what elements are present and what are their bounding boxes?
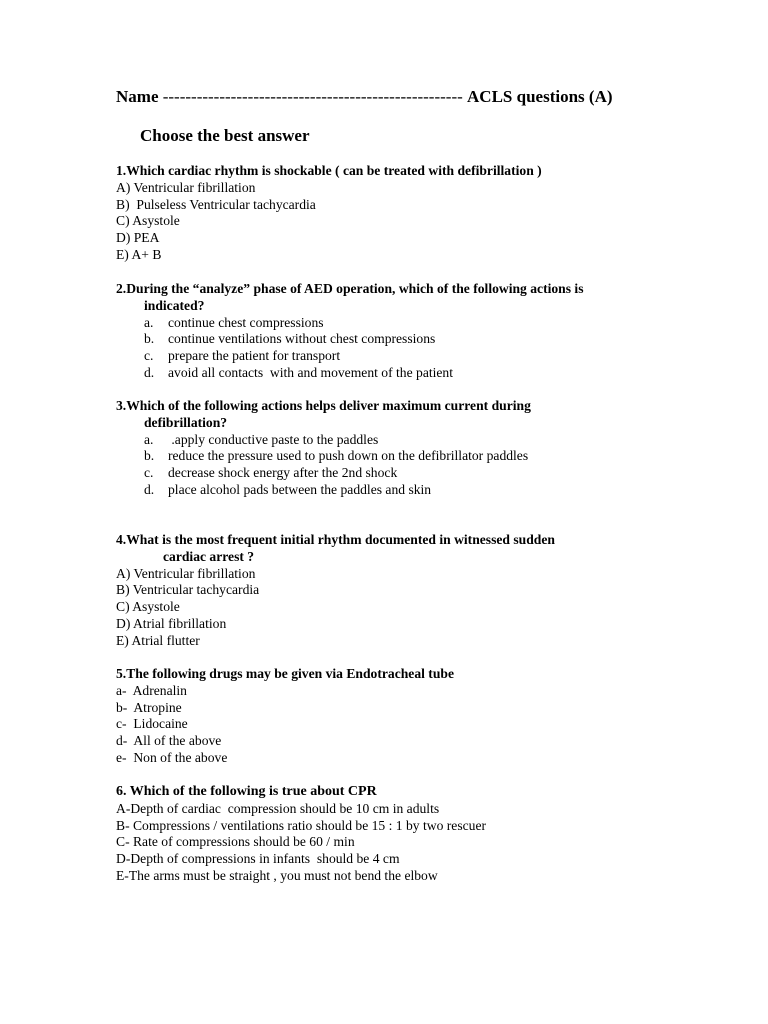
header-line [116, 87, 613, 107]
question-4-option-b: B) Ventricular tachycardia [116, 582, 260, 598]
question-4-option-e: E) Atrial flutter [116, 632, 200, 648]
question-5 [116, 666, 676, 767]
question-6-option-c: C- Rate of compressions should be 60 / min [116, 834, 355, 850]
question-2 [116, 281, 676, 382]
question-5-text: 5.The following drugs may be given via Endotracheal tube [116, 666, 454, 681]
question-3-text: 3.Which of the following actions helps deliver maximum current during [116, 398, 531, 413]
question-2-option-c [116, 348, 676, 365]
question-2-option-a [116, 315, 676, 332]
question-5-option-a: a- Adrenalin [116, 682, 187, 698]
question-6-text: 6. Which of the following is true about CPR [116, 784, 377, 799]
option-letter: c. [144, 465, 154, 481]
option-text: .apply conductive paste to the paddles [168, 431, 379, 447]
option-letter: a. [144, 314, 154, 330]
question-3-option-d [116, 482, 676, 499]
option-letter: c. [144, 348, 154, 364]
question-2-text-continued: indicated? [144, 297, 205, 313]
name-label: Name [116, 87, 159, 106]
instruction: Choose the best answer [140, 126, 310, 145]
document-title: ACLS questions (A) [467, 87, 613, 106]
question-5-option-e: e- Non of the above [116, 749, 228, 765]
question-6-option-d: D-Depth of compressions in infants should be 4 cm [116, 851, 400, 867]
question-4-text: 4.What is the most frequent initial rhythm documented in witnessed sudden [116, 532, 555, 547]
question-4-text-continued: cardiac arrest ? [163, 548, 255, 564]
option-text: prepare the patient for transport [168, 348, 341, 364]
option-text: place alcohol pads between the paddles and skin [168, 481, 432, 497]
question-1 [116, 163, 676, 264]
question-1-text: 1.Which cardiac rhythm is shockable ( can be treated with defibrillation ) [116, 163, 542, 178]
option-letter: b. [144, 331, 155, 347]
option-letter: a. [144, 431, 154, 447]
question-4 [116, 532, 676, 650]
question-1-option-b: B) Pulseless Ventricular tachycardia [116, 196, 316, 212]
question-2-option-b [116, 331, 676, 348]
question-3-option-c [116, 465, 676, 482]
question-5-option-c: c- Lidocaine [116, 716, 188, 732]
option-text: reduce the pressure used to push down on the defibrillator paddles [168, 448, 529, 464]
question-3-text-continued: defibrillation? [144, 414, 228, 430]
question-4-option-a: A) Ventricular fibrillation [116, 565, 256, 581]
question-1-option-d: D) PEA [116, 230, 160, 246]
option-text: avoid all contacts with and movement of the patient [168, 364, 454, 380]
question-1-option-c: C) Asystole [116, 213, 180, 229]
option-text: continue ventilations without chest compressions [168, 331, 436, 347]
question-6-option-e: E-The arms must be straight , you must not bend the elbow [116, 867, 438, 883]
option-text: decrease shock energy after the 2nd shock [168, 465, 398, 481]
question-5-option-b: b- Atropine [116, 699, 182, 715]
question-3-option-b [116, 448, 676, 465]
question-6-option-a: A-Depth of cardiac compression should be 10 cm in adults [116, 800, 440, 816]
option-letter: b. [144, 448, 155, 464]
question-5-option-d: d- All of the above [116, 733, 222, 749]
question-6-option-b: B- Compressions / ventilations ratio should be 15 : 1 by two rescuer [116, 817, 487, 833]
name-blank-line: ----------------------------------------------------- [158, 87, 468, 106]
question-3-option-a [116, 432, 676, 449]
question-2-text: 2.During the “analyze” phase of AED operation, which of the following actions is [116, 281, 584, 296]
option-letter: d. [144, 364, 155, 380]
option-letter: d. [144, 481, 155, 497]
question-1-option-a: A) Ventricular fibrillation [116, 179, 256, 195]
question-6 [116, 784, 676, 885]
question-4-option-d: D) Atrial fibrillation [116, 615, 227, 631]
question-3 [116, 398, 676, 499]
question-1-option-e: E) A+ B [116, 246, 162, 262]
question-2-option-d [116, 365, 676, 382]
question-4-option-c: C) Asystole [116, 599, 180, 615]
option-text: continue chest compressions [168, 314, 324, 330]
